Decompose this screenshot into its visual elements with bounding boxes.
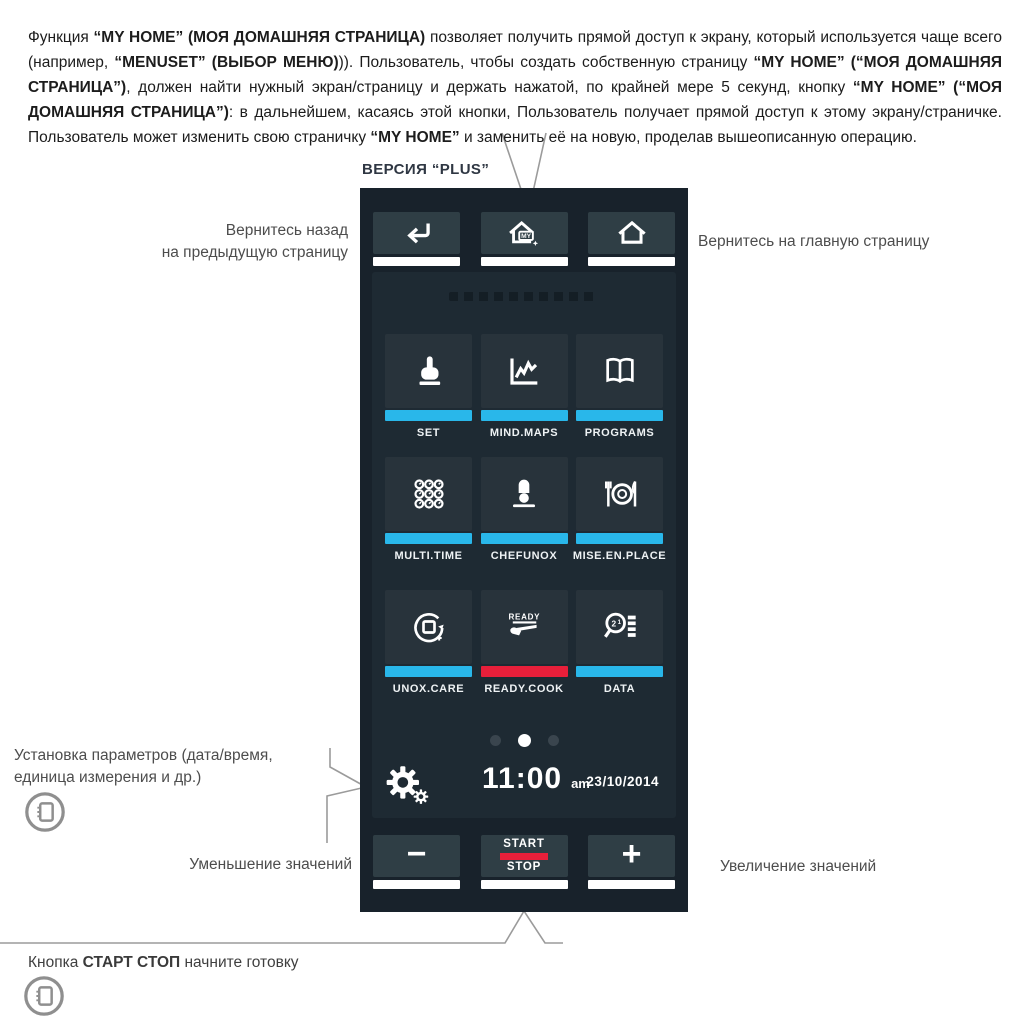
plate-cutlery-icon bbox=[599, 474, 641, 514]
stop-label: STOP bbox=[506, 860, 542, 873]
pager-dot-active[interactable] bbox=[518, 734, 531, 747]
search-list-icon bbox=[599, 607, 641, 647]
tile-accent-bar bbox=[385, 410, 472, 421]
tile-unox-care[interactable] bbox=[385, 590, 472, 695]
version-label: ВЕРСИЯ “PLUS” bbox=[362, 161, 490, 178]
tile-data[interactable] bbox=[576, 590, 663, 695]
tile-label: CHEFUNOX bbox=[490, 550, 558, 562]
my-home-icon bbox=[502, 214, 546, 252]
tile-mind-maps[interactable] bbox=[481, 334, 568, 439]
multi-clocks-icon bbox=[409, 474, 449, 514]
intro-paragraph: Функция “MY HOME” (МОЯ ДОМАШНЯЯ СТРАНИЦА) позволяет получить прямой доступ к экрану, который используется чаще всего (например, “MENUSET” (ВЫБОР МЕНЮ))). Пользователь, чтобы создать собственную страницу “MY HOME” (“МОЯ ДОМАШНЯЯ СТРАНИЦА”), должен найти нужный экран/страницу и держать нажатой, по крайней мере 5 секунд, кнопку “MY HOME” (“МОЯ ДОМАШНЯЯ СТРАНИЦА”): в дальнейшем, касаясь этой кнопки, Пользователь получает прямой доступ к этому экрану/страничке. Пользователь может изменить свою страничку “MY HOME” и заменить её на новую, проделав вышеописанную операцию. bbox=[28, 28, 1002, 146]
tile-ready-cook[interactable] bbox=[481, 590, 568, 695]
tile-accent-bar bbox=[481, 533, 568, 544]
annotation-decrease: Уменьшение значений bbox=[189, 856, 352, 873]
tile-label: DATA bbox=[603, 683, 636, 695]
tile-accent-bar bbox=[576, 410, 663, 421]
button-underbar bbox=[373, 257, 460, 266]
nav-row bbox=[373, 212, 675, 266]
pager-dot[interactable] bbox=[490, 735, 501, 746]
svg-text:READY: READY bbox=[508, 612, 541, 622]
time-value: 11:00 bbox=[482, 762, 563, 795]
tile-chefunox[interactable] bbox=[481, 457, 568, 562]
button-underbar bbox=[373, 880, 460, 889]
date-display: 23/10/2014 bbox=[586, 774, 659, 789]
minus-icon: − bbox=[406, 835, 427, 873]
annotation-back: Вернитесь назад на предыдущую страницу bbox=[161, 222, 348, 261]
plus-icon: + bbox=[621, 835, 642, 873]
tile-label: READY.COOK bbox=[484, 683, 564, 695]
annotation-settings: Установка параметров (дата/время, единица измерения и др.) bbox=[14, 747, 273, 786]
tile-accent-bar bbox=[385, 666, 472, 677]
home-button[interactable] bbox=[588, 212, 675, 266]
svg-text:1: 1 bbox=[617, 620, 621, 626]
decrease-button[interactable] bbox=[373, 835, 460, 889]
increase-button[interactable] bbox=[588, 835, 675, 889]
tile-accent-bar bbox=[576, 666, 663, 677]
back-button[interactable] bbox=[373, 212, 460, 266]
tile-mise-en-place[interactable] bbox=[572, 457, 667, 562]
svg-text:2: 2 bbox=[611, 618, 616, 629]
start-stop-red-bar bbox=[500, 853, 548, 860]
my-home-button[interactable] bbox=[481, 212, 568, 266]
tile-accent-bar bbox=[481, 410, 568, 421]
tile-label: UNOX.CARE bbox=[392, 683, 465, 695]
annotation-start-stop: Кнопка СТАРТ СТОП начните готовку bbox=[28, 954, 299, 971]
tile-programs[interactable] bbox=[576, 334, 663, 439]
tile-accent-bar bbox=[481, 666, 568, 677]
button-underbar bbox=[588, 257, 675, 266]
grid-row-2 bbox=[385, 457, 667, 562]
line-chart-icon bbox=[504, 351, 544, 391]
annotation-increase: Увеличение значений bbox=[720, 858, 877, 875]
control-panel bbox=[360, 188, 688, 912]
tile-accent-bar bbox=[576, 533, 663, 544]
annotation-home: Вернитесь на главную страницу bbox=[698, 233, 930, 250]
touch-hand-icon bbox=[409, 351, 449, 391]
chef-icon bbox=[504, 474, 544, 514]
manual-booklet-icon bbox=[23, 790, 67, 839]
grid-row-3 bbox=[385, 590, 663, 695]
start-label: START bbox=[503, 838, 545, 850]
tile-label: MULTI.TIME bbox=[394, 550, 463, 562]
button-underbar bbox=[481, 257, 568, 266]
home-icon bbox=[610, 214, 654, 252]
grid-row-1 bbox=[385, 334, 663, 439]
back-arrow-icon bbox=[395, 214, 439, 252]
tile-set[interactable] bbox=[385, 334, 472, 439]
faint-watermark bbox=[449, 292, 599, 301]
pager-dot[interactable] bbox=[548, 735, 559, 746]
manual-booklet-icon bbox=[22, 974, 66, 1023]
tile-accent-bar bbox=[385, 533, 472, 544]
tile-label: PROGRAMS bbox=[584, 427, 655, 439]
tile-label: MISE.EN.PLACE bbox=[572, 550, 667, 562]
svg-text:MY: MY bbox=[521, 233, 532, 241]
tile-multi-time[interactable] bbox=[385, 457, 472, 562]
settings-gear-button[interactable] bbox=[386, 765, 430, 810]
start-stop-button[interactable] bbox=[481, 835, 568, 889]
controls-row bbox=[373, 835, 675, 889]
button-underbar bbox=[481, 880, 568, 889]
pager-dots bbox=[360, 734, 688, 747]
refresh-square-icon bbox=[409, 607, 449, 647]
time-meridiem: am bbox=[571, 776, 590, 791]
tile-label: MIND.MAPS bbox=[489, 427, 559, 439]
tile-label: SET bbox=[416, 427, 441, 439]
clock-display bbox=[482, 762, 590, 796]
gear-icon bbox=[386, 765, 430, 805]
button-underbar bbox=[588, 880, 675, 889]
open-book-icon bbox=[599, 351, 641, 391]
ready-hand-icon bbox=[502, 606, 546, 648]
